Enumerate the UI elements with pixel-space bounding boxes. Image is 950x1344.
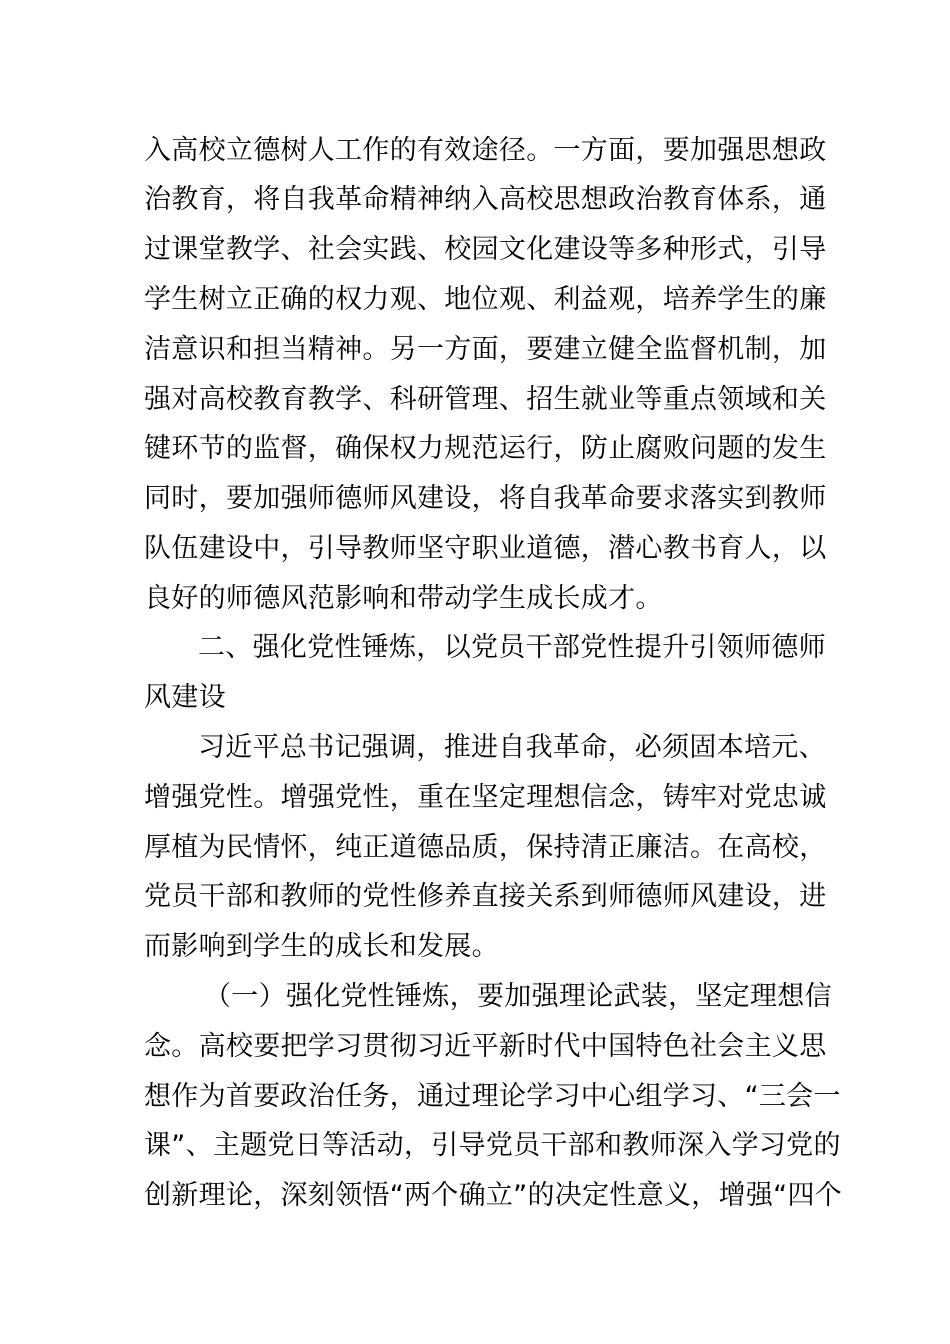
paragraph-line: 想作为首要政治任务，通过理论学习中心组学习、“三会一: [144, 1081, 841, 1112]
paragraph-line: 强对高校教育教学、科研管理、招生就业等重点领域和关: [144, 384, 827, 415]
paragraph-line: 入高校立德树人工作的有效途径。一方面，要加强思想政: [144, 135, 827, 166]
paragraph-line: 厚植为民情怀，纯正道德品质，保持清正廉洁。在高校，: [144, 832, 827, 863]
paragraph-line: 同时，要加强师德师风建设，将自我革命要求落实到教师: [144, 483, 827, 514]
section-heading-line: 风建设: [144, 682, 226, 713]
paragraph-line: 而影响到学生的成长和发展。: [144, 931, 499, 962]
paragraph-line: 党员干部和教师的党性修养直接关系到师德师风建设，进: [144, 881, 827, 912]
subsection-line: （一）强化党性锤炼，要加强理论武装，坚定理想信: [204, 981, 832, 1012]
paragraph-line: 键环节的监督，确保权力规范运行，防止腐败问题的发生: [144, 433, 827, 464]
paragraph-line: 队伍建设中，引导教师坚守职业道德，潜心教书育人，以: [144, 533, 827, 564]
paragraph-line: 创新理论，深刻领悟“两个确立”的决定性意义，增强“四个: [144, 1180, 843, 1211]
section-heading-line: 二、强化党性锤炼，以党员干部党性提升引领师德师: [198, 632, 826, 663]
paragraph-line: 学生树立正确的权力观、地位观、利益观，培养学生的廉: [144, 284, 827, 315]
paragraph-line: 增强党性。增强党性，重在坚定理想信念，铸牢对党忠诚: [144, 782, 827, 813]
paragraph-line: 习近平总书记强调，推进自我革命，必须固本培元、: [198, 732, 826, 763]
paragraph-line: 课”、主题党日等活动，引导党员干部和教师深入学习党的: [144, 1130, 841, 1161]
paragraph-line: 良好的师德风范影响和带动学生成长成才。: [144, 583, 663, 614]
paragraph-line: 过课堂教学、社会实践、校园文化建设等多种形式，引导: [144, 234, 827, 265]
paragraph-line: 洁意识和担当精神。另一方面，要建立健全监督机制，加: [144, 334, 827, 365]
paragraph-line: 治教育，将自我革命精神纳入高校思想政治教育体系，通: [144, 184, 827, 215]
paragraph-line: 念。高校要把学习贯彻习近平新时代中国特色社会主义思: [144, 1031, 827, 1062]
